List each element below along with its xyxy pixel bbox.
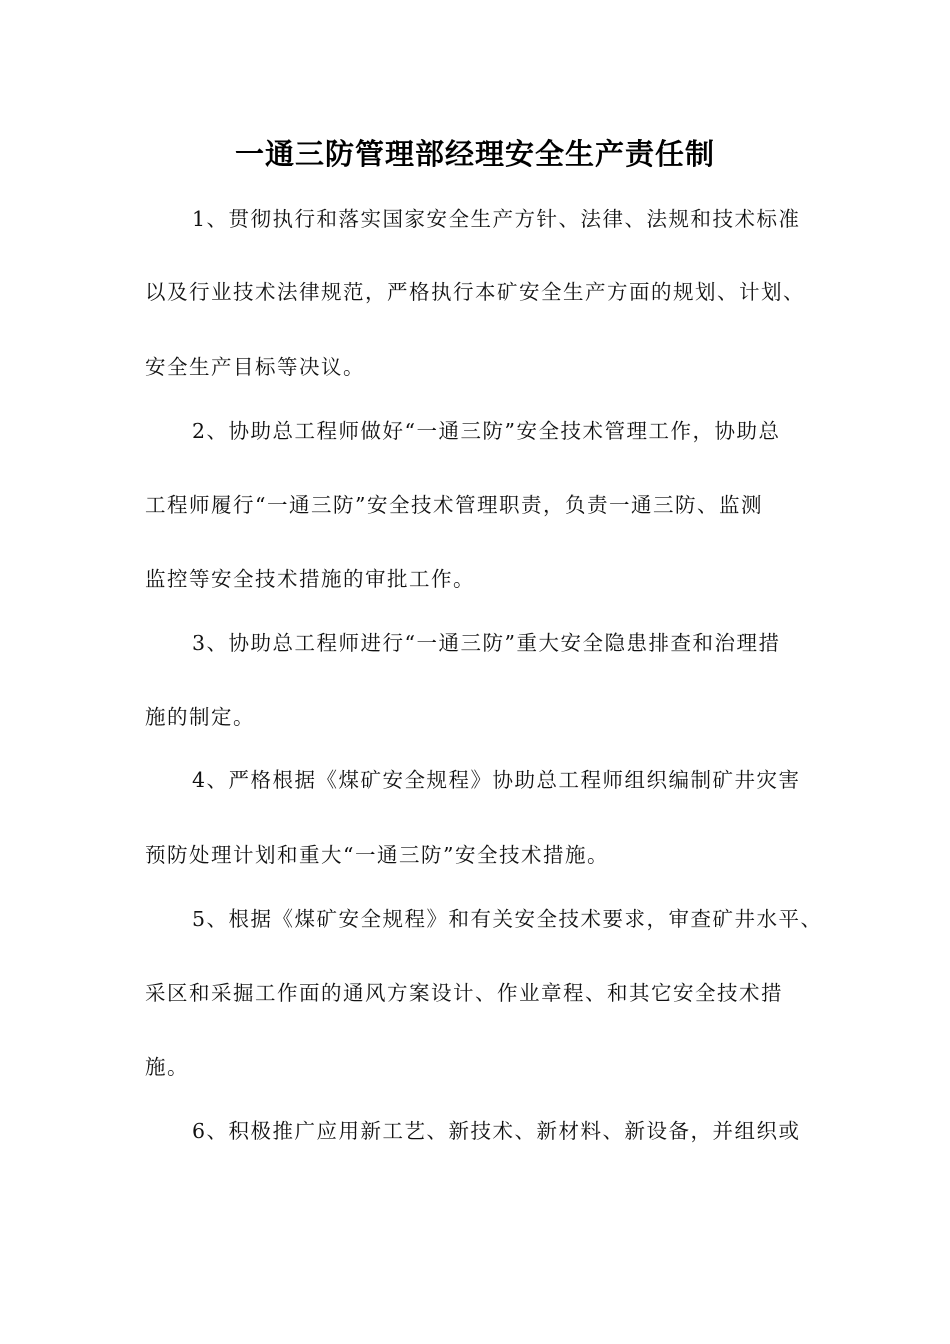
document-title: 一通三防管理部经理安全生产责任制 [234, 137, 715, 171]
paragraph-2-line-3: 监控等安全技术措施的审批工作。 [145, 567, 475, 591]
paragraph-6-line-1: 6、积极推广应用新工艺、新技术、新材料、新设备，并组织或 [192, 1119, 801, 1143]
paragraph-4-line-2: 预防处理计划和重大“一通三防”安全技术措施。 [145, 843, 609, 867]
paragraph-3-line-1: 3、协助总工程师进行“一通三防”重大安全隐患排查和治理措 [192, 631, 781, 655]
paragraph-5-line-2: 采区和采掘工作面的通风方案设计、作业章程、和其它安全技术措 [145, 981, 783, 1005]
paragraph-5-line-1: 5、根据《煤矿安全规程》和有关安全技术要求，审查矿井水平、 [192, 907, 823, 931]
paragraph-2-line-2: 工程师履行“一通三防”安全技术管理职责，负责一通三防、监测 [145, 493, 763, 517]
paragraph-1-line-3: 安全生产目标等决议。 [145, 355, 365, 379]
paragraph-4-line-1: 4、严格根据《煤矿安全规程》协助总工程师组织编制矿井灾害 [192, 768, 801, 792]
paragraph-1-line-2: 以及行业技术法律规范，严格执行本矿安全生产方面的规划、计划、 [145, 280, 805, 304]
paragraph-3-line-2: 施的制定。 [145, 705, 255, 729]
paragraph-5-line-3: 施。 [145, 1055, 189, 1079]
paragraph-1-line-1: 1、贯彻执行和落实国家安全生产方针、法律、法规和技术标准 [192, 207, 801, 231]
paragraph-2-line-1: 2、协助总工程师做好“一通三防”安全技术管理工作，协助总 [192, 419, 781, 443]
